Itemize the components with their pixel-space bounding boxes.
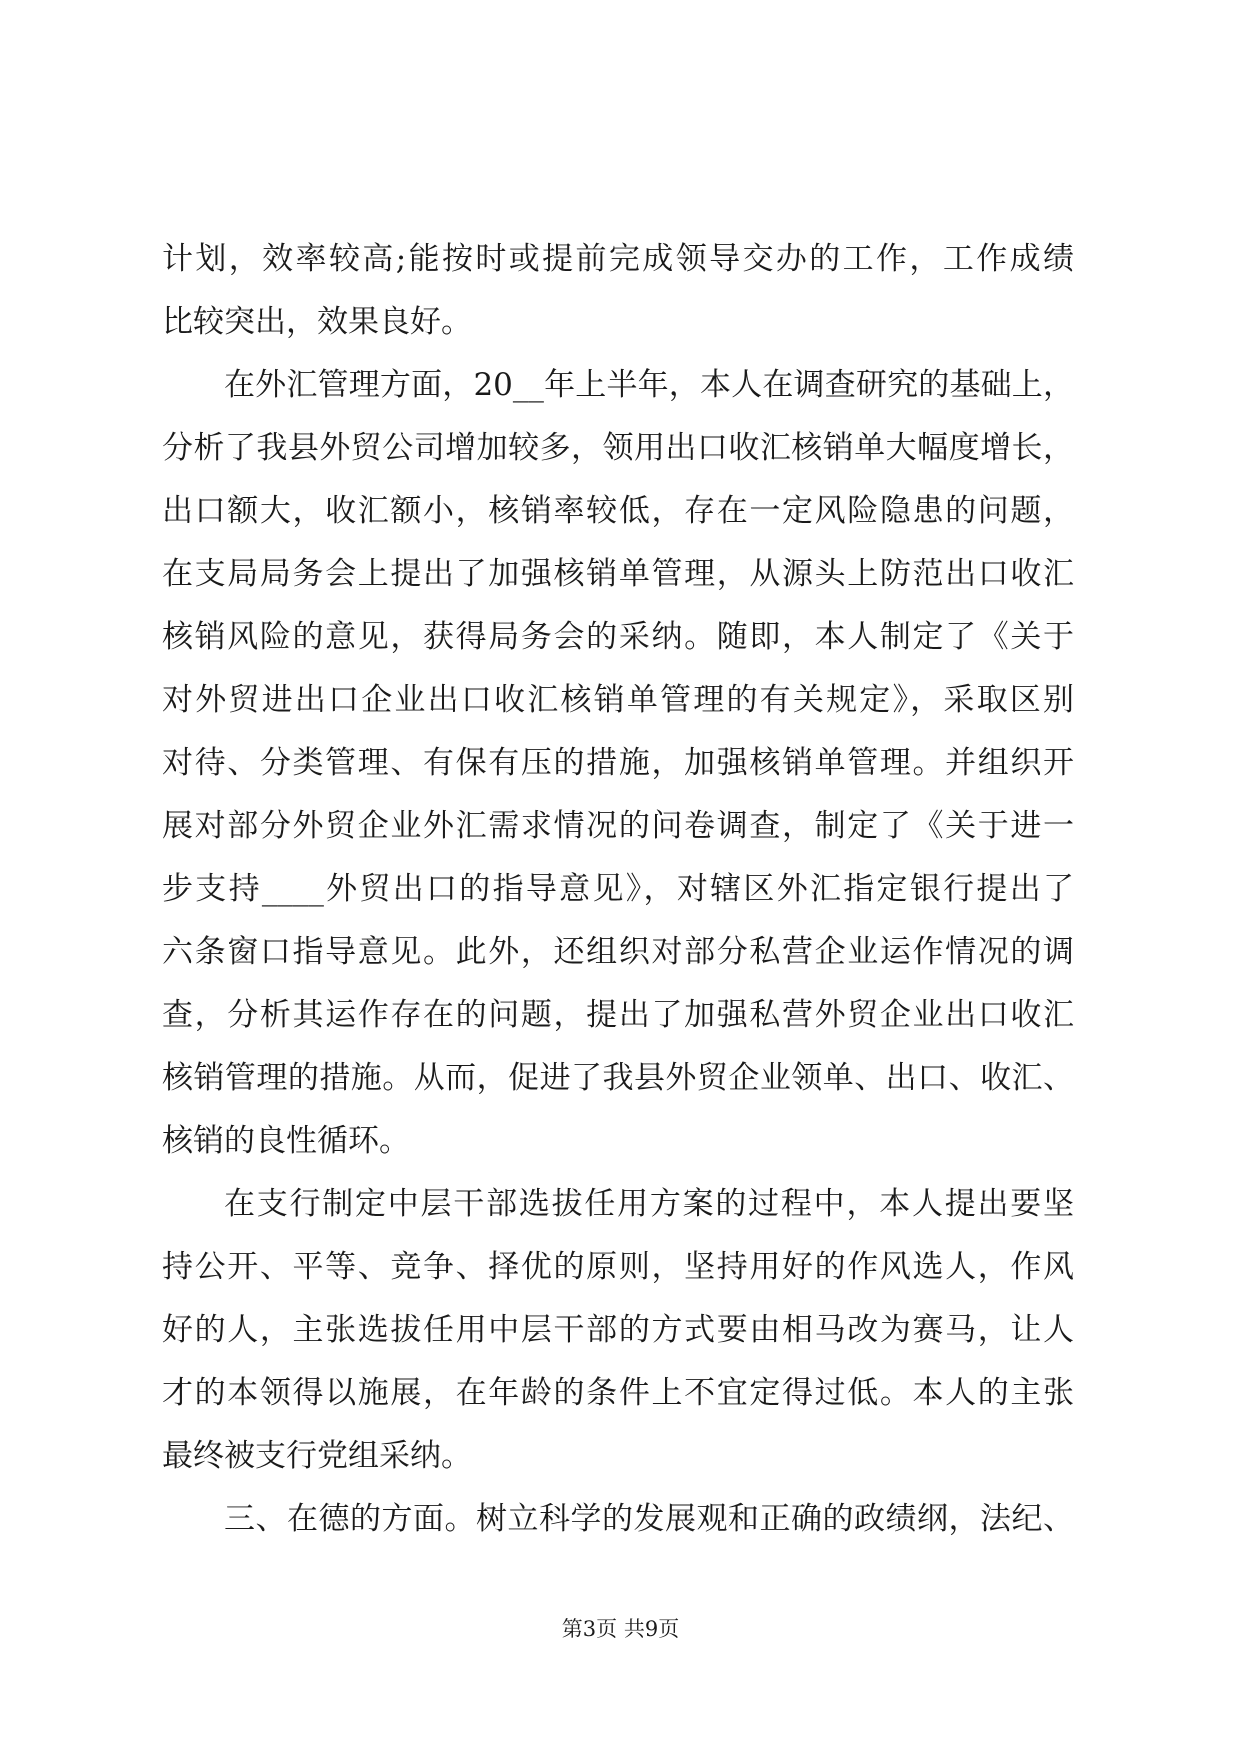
text-line: 分析了我县外贸公司增加较多，领用出口收汇核销单大幅度增长， xyxy=(162,430,1074,466)
text-line: 持公开、平等、竞争、择优的原则，坚持用好的作风选人，作风 xyxy=(162,1249,1074,1285)
text-line: 展对部分外贸企业外汇需求情况的问卷调查，制定了《关于进一 xyxy=(162,808,1074,844)
text-line: 六条窗口指导意见。此外，还组织对部分私营企业运作情况的调 xyxy=(162,934,1074,970)
paragraph xyxy=(162,1488,1074,1551)
text-line: 才的本领得以施展，在年龄的条件上不宜定得过低。本人的主张 xyxy=(162,1375,1074,1411)
text-line: 核销的良性循环。 xyxy=(162,1123,410,1159)
text-line: 对外贸进出口企业出口收汇核销单管理的有关规定》，采取区别 xyxy=(162,682,1074,718)
text-line: 查，分析其运作存在的问题，提出了加强私营外贸企业出口收汇 xyxy=(162,997,1074,1033)
text-line: 三、在德的方面。树立科学的发展观和正确的政绩纲，法纪、 xyxy=(224,1501,1074,1537)
text-line: 在支行制定中层干部选拔任用方案的过程中，本人提出要坚 xyxy=(224,1186,1074,1222)
text-line: 最终被支行党组采纳。 xyxy=(162,1438,472,1474)
text-line: 出口额大，收汇额小，核销率较低，存在一定风险隐患的问题， xyxy=(162,493,1074,529)
text-line: 核销管理的措施。从而，促进了我县外贸企业领单、出口、收汇、 xyxy=(162,1060,1074,1096)
paragraph xyxy=(162,354,1074,1173)
text-line: 核销风险的意见，获得局务会的采纳。随即，本人制定了《关于 xyxy=(162,619,1074,655)
document-body xyxy=(162,228,1074,1551)
text-line: 对待、分类管理、有保有压的措施，加强核销单管理。并组织开 xyxy=(162,745,1074,781)
text-line: 在外汇管理方面，20__年上半年，本人在调查研究的基础上， xyxy=(224,367,1074,403)
paragraph xyxy=(162,1173,1074,1488)
text-line: 比较突出，效果良好。 xyxy=(162,304,472,340)
paragraph xyxy=(162,228,1074,354)
text-line: 计划，效率较高;能按时或提前完成领导交办的工作，工作成绩 xyxy=(162,241,1074,277)
text-line: 好的人，主张选拔任用中层干部的方式要由相马改为赛马，让人 xyxy=(162,1312,1074,1348)
text-line: 步支持____外贸出口的指导意见》，对辖区外汇指定银行提出了 xyxy=(162,871,1074,907)
page-number-footer: 第3页 共9页 xyxy=(561,1617,680,1641)
text-line: 在支局局务会上提出了加强核销单管理，从源头上防范出口收汇 xyxy=(162,556,1074,592)
